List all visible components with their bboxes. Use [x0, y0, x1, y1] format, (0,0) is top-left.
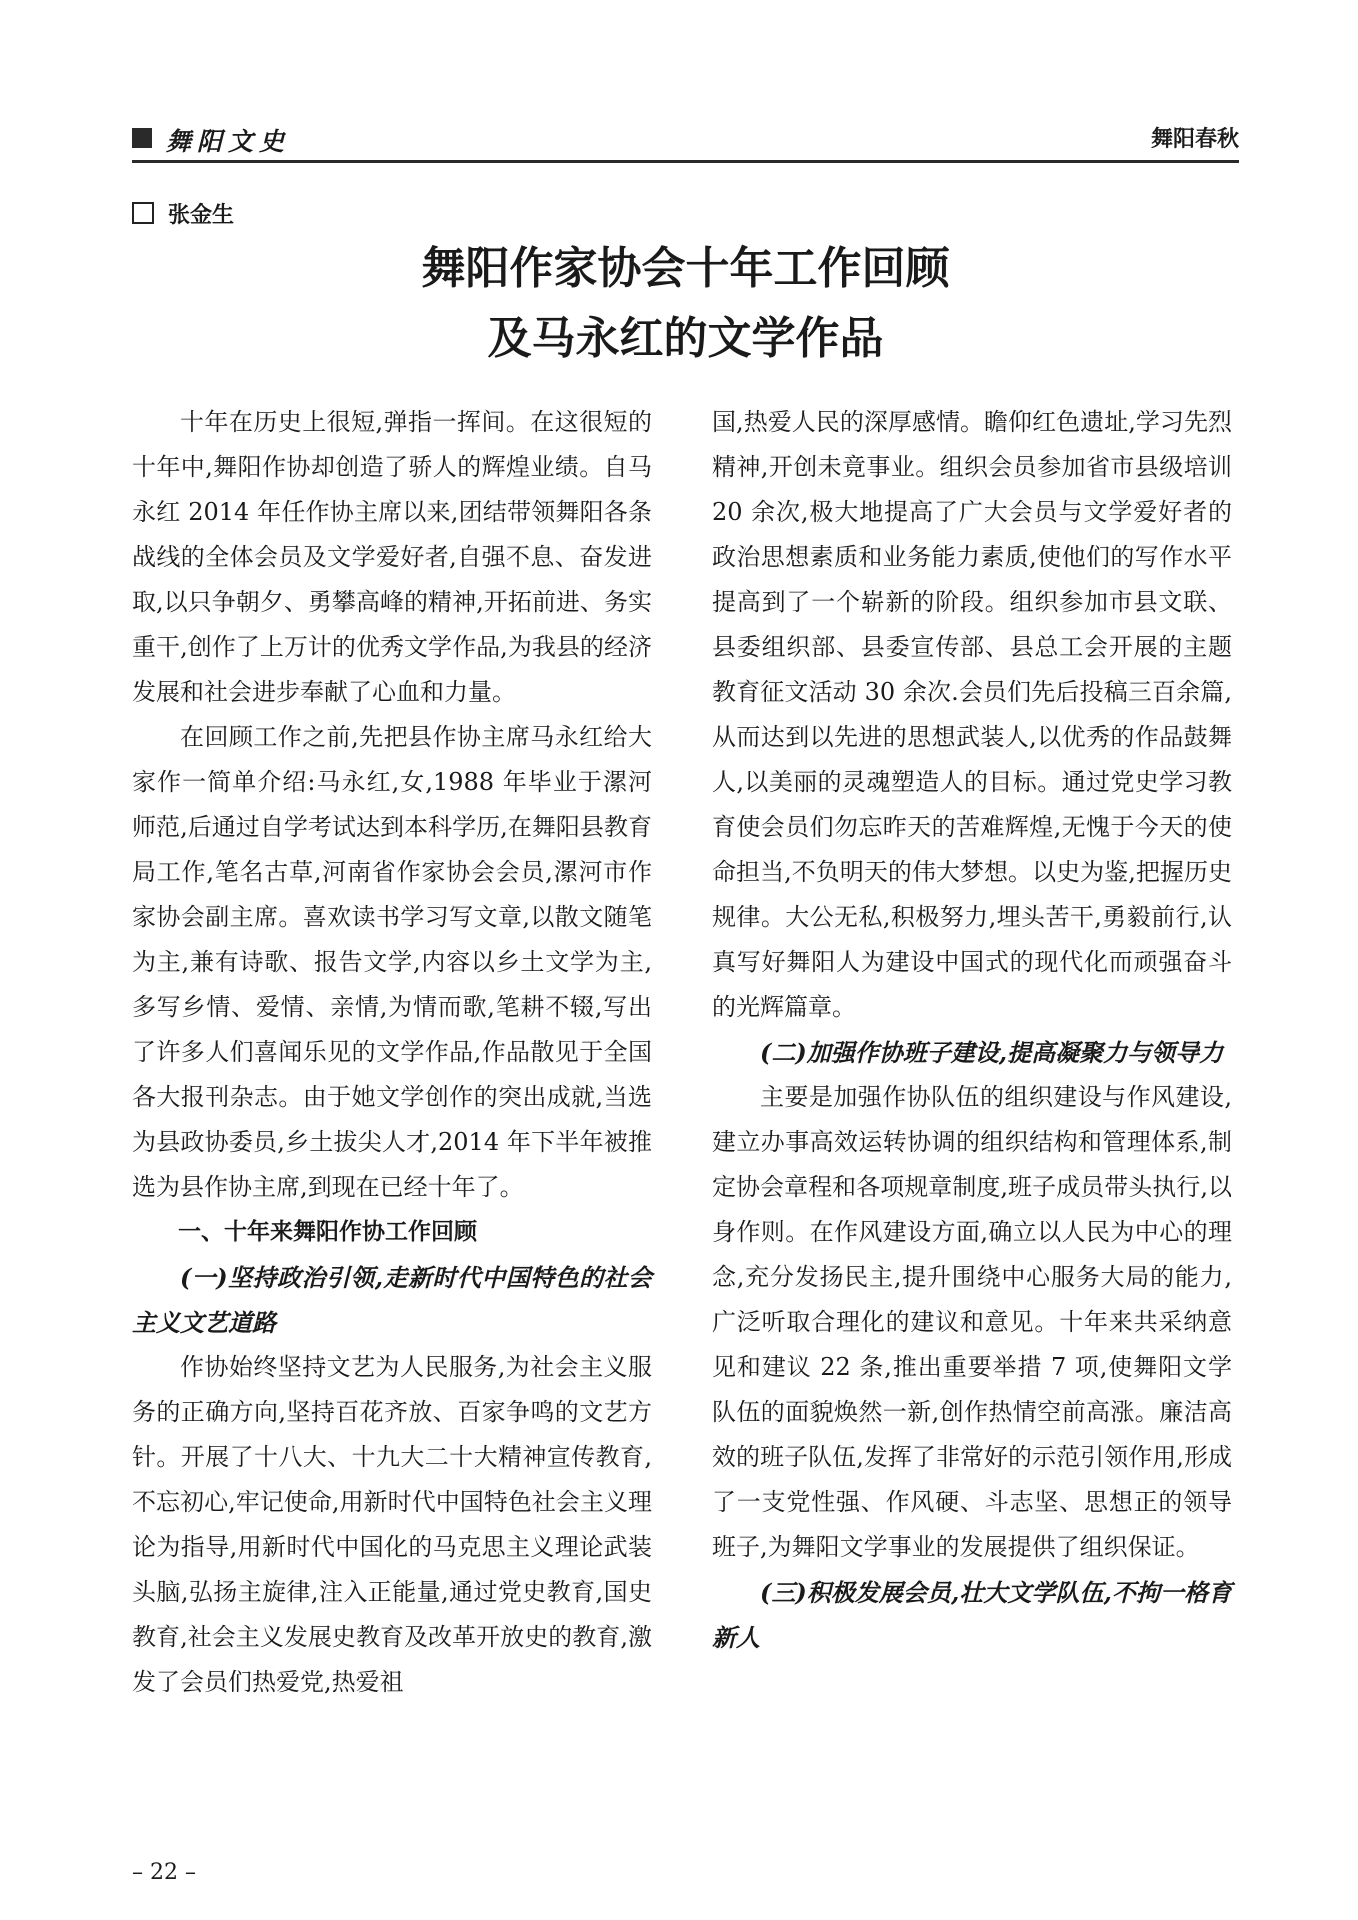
author-box-icon: [132, 202, 154, 224]
paragraph: 作协始终坚持文艺为人民服务,为社会主义服务的正确方向,坚持百花齐放、百家争鸣的文艺方针。开展了十八大、十九大二十大精神宣传教育,不忘初心,牢记使命,用新时代中国特色社会主义理论为指导,用新时代中国化的马克思主义理论武装头脑,弘扬主旋律,注入正能量,通过党史教育,国史教育,社会主义发展史教育及改革开放史的教育,激发了会员们热爱党,热爱祖: [132, 1353, 652, 1696]
left-column: [132, 400, 652, 1705]
paragraph: 十年在历史上很短,弹指一挥间。在这很短的十年中,舞阳作协却创造了骄人的辉煌业绩。自马永红 2014 年任作协主席以来,团结带领舞阳各条战线的全体会员及文学爱好者,自强不息、奋发进取,以只争朝夕、勇攀高峰的精神,开拓前进、务实重干,创作了上万计的优秀文学作品,为我县的经济发展和社会进步奉献了心血和力量。: [132, 408, 652, 706]
paragraph-continued: 国,热爱人民的深厚感情。瞻仰红色遗址,学习先烈精神,开创未竟事业。组织会员参加省市县级培训 20 余次,极大地提高了广大会员与文学爱好者的政治思想素质和业务能力素质,使他们的写作水平提高到了一个崭新的阶段。组织参加市县文联、县委组织部、县委宣传部、县总工会开展的主题教育征文活动 30 余次.会员们先后投稿三百余篇,从而达到以先进的思想武装人,以优秀的作品鼓舞人,以美丽的灵魂塑造人的目标。通过党史学习教育使会员们勿忘昨天的苦难辉煌,无愧于今天的使命担当,不负明天的伟大梦想。以史为鉴,把握历史规律。大公无私,积极努力,埋头苦干,勇毅前行,认真写好舞阳人为建设中国式的现代化而顽强奋斗的光辉篇章。: [712, 408, 1232, 1021]
paragraph: 主要是加强作协队伍的组织建设与作风建设,建立办事高效运转协调的组织结构和管理体系,制定协会章程和各项规章制度,班子成员带头执行,以身作则。在作风建设方面,确立以人民为中心的理念,充分发扬民主,提升围绕中心服务大局的能力,广泛听取合理化的建议和意见。十年来共采纳意见和建议 22 条,推出重要举措 7 项,使舞阳文学队伍的面貌焕然一新,创作热情空前高涨。廉洁高效的班子队伍,发挥了非常好的示范引领作用,形成了一支党性强、作风硬、斗志坚、思想正的领导班子,为舞阳文学事业的发展提供了组织保证。: [712, 1083, 1232, 1561]
subsection-heading: (二)加强作协班子建设,提高凝聚力与领导力: [760, 1038, 1224, 1067]
running-header: [132, 126, 1239, 156]
author-line: [132, 198, 234, 228]
author-name: 张金生: [168, 202, 235, 228]
header-square-mark: [132, 128, 152, 148]
subsection-heading: (一)坚持政治引领,走新时代中国特色的社会主义文艺道路: [132, 1263, 652, 1337]
page-number: – 22 –: [132, 1860, 196, 1885]
right-column: [712, 400, 1232, 1660]
paragraph: 在回顾工作之前,先把县作协主席马永红给大家作一简单介绍:马永红,女,1988 年毕业于漯河师范,后通过自学考试达到本科学历,在舞阳县教育局工作,笔名古草,河南省作家协会会员,漯河市作家协会副主席。喜欢读书学习写文章,以散文随笔为主,兼有诗歌、报告文学,内容以乡土文学为主,多写乡情、爱情、亲情,为情而歌,笔耕不辍,写出了许多人们喜闻乐见的文学作品,作品散见于全国各大报刊杂志。由于她文学创作的突出成就,当选为县政协委员,乡土拔尖人才,2014 年下半年被推选为县作协主席,到现在已经十年了。: [132, 723, 652, 1201]
header-rule: [132, 160, 1239, 163]
subsection-heading: (三)积极发展会员,壮大文学队伍,不拘一格育新人: [712, 1578, 1232, 1652]
title-line-2: 及马永红的文学作品: [487, 313, 884, 364]
article-title: [132, 234, 1239, 374]
title-line-1: 舞阳作家协会十年工作回顾: [421, 243, 950, 294]
journal-section-title: 舞阳文史: [166, 127, 291, 156]
column-name: 舞阳春秋: [1150, 127, 1239, 152]
section-heading: 一、十年来舞阳作协工作回顾: [178, 1219, 477, 1245]
